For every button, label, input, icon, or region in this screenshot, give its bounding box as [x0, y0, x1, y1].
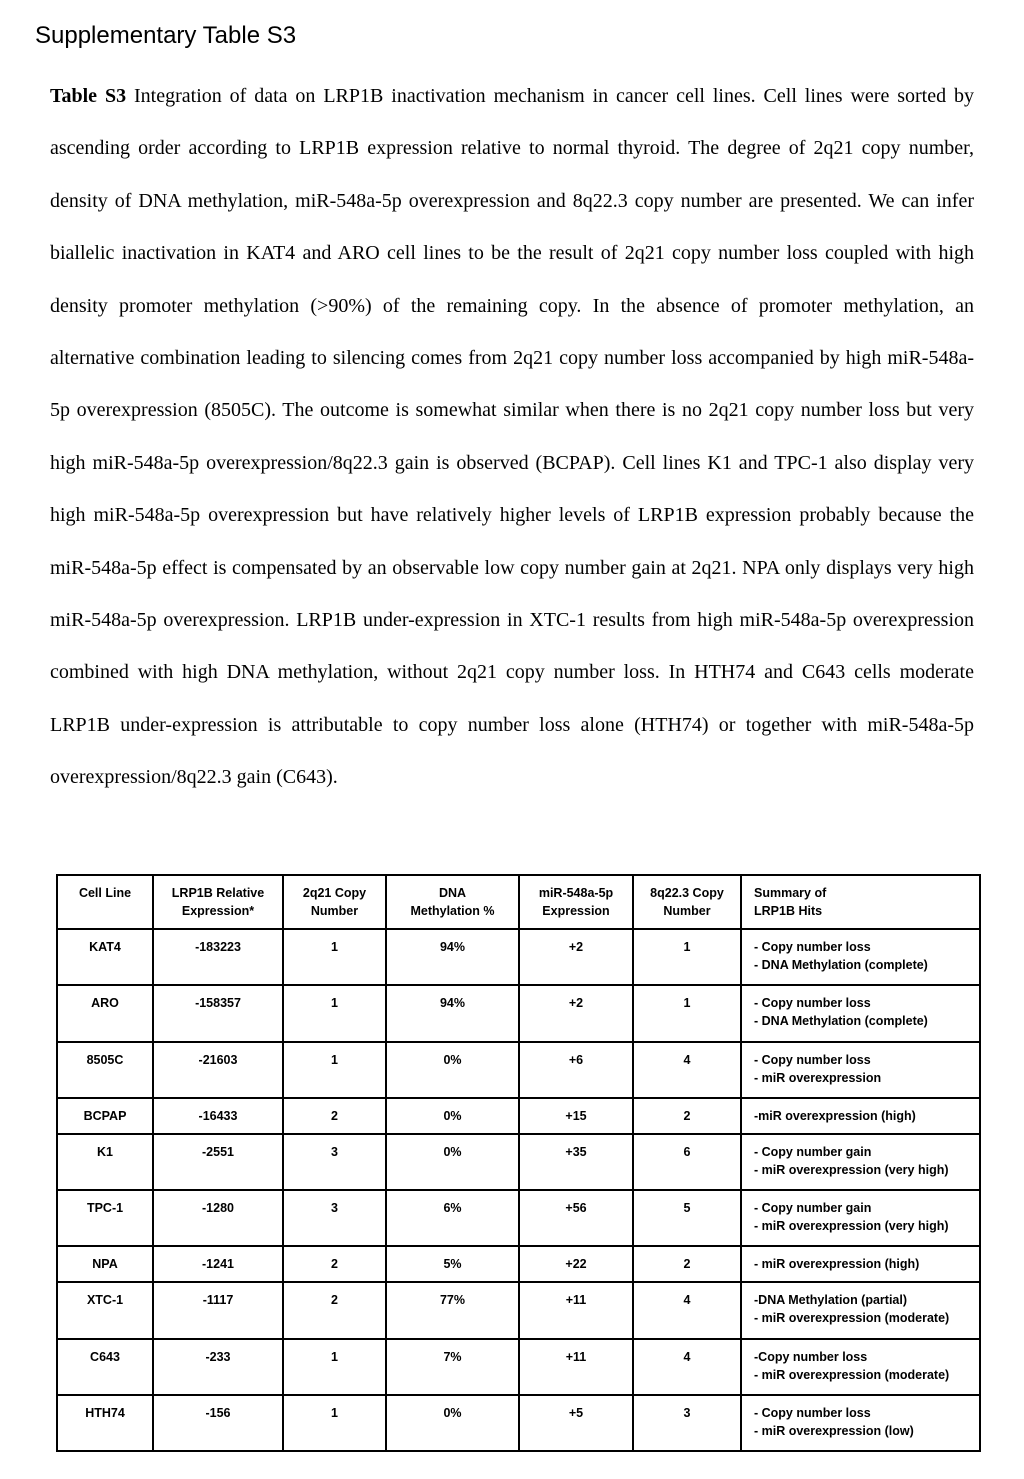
- cell-lrp1b-expression: -183223: [153, 929, 283, 985]
- cell-summary: [741, 1339, 980, 1395]
- summary-line: - miR overexpression (moderate): [754, 1311, 950, 1326]
- header-lrp1b-expression: [153, 875, 283, 929]
- cell-line: C643: [57, 1339, 153, 1395]
- cell-dna-methylation: 0%: [386, 1134, 519, 1190]
- data-table: [56, 874, 981, 1452]
- cell-dna-methylation: 77%: [386, 1282, 519, 1338]
- cell-summary: [741, 985, 980, 1041]
- table-caption: [50, 70, 974, 804]
- cell-dna-methylation: 6%: [386, 1190, 519, 1246]
- cell-line: XTC-1: [57, 1282, 153, 1338]
- cell-2q21-copy-number: 2: [283, 1246, 386, 1282]
- header-line: Summary of: [754, 886, 827, 900]
- summary-line: - miR overexpression: [754, 1070, 882, 1085]
- summary-line: - Copy number gain: [754, 1144, 872, 1159]
- cell-8q22-copy-number: 1: [633, 929, 741, 985]
- cell-lrp1b-expression: -21603: [153, 1042, 283, 1098]
- cell-2q21-copy-number: 3: [283, 1190, 386, 1246]
- cell-line: K1: [57, 1134, 153, 1190]
- cell-mir-expression: +6: [519, 1042, 633, 1098]
- summary-line: - Copy number gain: [754, 1201, 872, 1215]
- cell-dna-methylation: 0%: [386, 1042, 519, 1098]
- cell-summary: [741, 1134, 980, 1190]
- cell-line: HTH74: [57, 1395, 153, 1451]
- summary-line: - miR overexpression (very high): [754, 1162, 949, 1177]
- table-row: [57, 1246, 980, 1282]
- cell-2q21-copy-number: 1: [283, 1339, 386, 1395]
- cell-2q21-copy-number: 1: [283, 1042, 386, 1098]
- cell-mir-expression: +5: [519, 1395, 633, 1451]
- table-row: [57, 929, 980, 985]
- cell-8q22-copy-number: 1: [633, 985, 741, 1041]
- header-line: 2q21 Copy: [302, 886, 367, 900]
- cell-8q22-copy-number: 4: [633, 1282, 741, 1338]
- table-row: [57, 1134, 980, 1190]
- table-body: [57, 929, 980, 1451]
- cell-mir-expression: +35: [519, 1134, 633, 1190]
- header-2q21-copy-number: [283, 875, 386, 929]
- header-line: LRP1B Relative: [171, 886, 265, 900]
- cell-mir-expression: +11: [519, 1282, 633, 1338]
- table-row: [57, 1339, 980, 1395]
- summary-line: - Copy number loss: [754, 1052, 871, 1067]
- table-header-row: [57, 875, 980, 929]
- header-line: miR-548a-5p: [538, 886, 614, 900]
- cell-line: BCPAP: [57, 1098, 153, 1134]
- cell-2q21-copy-number: 1: [283, 1395, 386, 1451]
- cell-lrp1b-expression: -156: [153, 1395, 283, 1451]
- cell-summary: [741, 1042, 980, 1098]
- page-heading: Supplementary Table S3: [35, 22, 297, 49]
- cell-2q21-copy-number: 2: [283, 1282, 386, 1338]
- summary-line: - miR overexpression (low): [754, 1423, 914, 1438]
- cell-dna-methylation: 7%: [386, 1339, 519, 1395]
- cell-lrp1b-expression: -1241: [153, 1246, 283, 1282]
- cell-summary: [741, 1246, 980, 1282]
- summary-line: - miR overexpression (very high): [754, 1219, 949, 1233]
- table-row: [57, 985, 980, 1041]
- header-summary: [741, 875, 980, 929]
- cell-dna-methylation: 5%: [386, 1246, 519, 1282]
- summary-line: - Copy number loss: [754, 996, 871, 1011]
- cell-mir-expression: +56: [519, 1190, 633, 1246]
- header-line: 8q22.3 Copy: [650, 886, 724, 900]
- cell-8q22-copy-number: 6: [633, 1134, 741, 1190]
- cell-summary: [741, 929, 980, 985]
- cell-summary: [741, 1282, 980, 1338]
- cell-lrp1b-expression: -233: [153, 1339, 283, 1395]
- table-row: [57, 1190, 980, 1246]
- header-line: Expression*: [181, 904, 255, 918]
- table-row: [57, 1098, 980, 1134]
- caption-label: Table S3: [50, 85, 127, 107]
- table-row: [57, 1042, 980, 1098]
- header-line: Methylation %: [410, 904, 495, 918]
- cell-dna-methylation: 0%: [386, 1098, 519, 1134]
- cell-2q21-copy-number: 2: [283, 1098, 386, 1134]
- summary-line: - DNA Methylation (complete): [754, 1014, 928, 1029]
- cell-8q22-copy-number: 2: [633, 1098, 741, 1134]
- header-8q22-copy-number: [633, 875, 741, 929]
- header-line: LRP1B Hits: [754, 904, 823, 918]
- summary-line: -miR overexpression (high): [754, 1108, 916, 1123]
- table-row: [57, 1395, 980, 1451]
- cell-8q22-copy-number: 5: [633, 1190, 741, 1246]
- cell-summary: [741, 1098, 980, 1134]
- cell-summary: [741, 1395, 980, 1451]
- cell-lrp1b-expression: -1117: [153, 1282, 283, 1338]
- header-line: DNA: [438, 886, 467, 900]
- summary-line: -Copy number loss: [754, 1349, 868, 1364]
- cell-line: NPA: [57, 1246, 153, 1282]
- summary-line: - Copy number loss: [754, 1405, 871, 1420]
- summary-line: -DNA Methylation (partial): [754, 1293, 908, 1308]
- cell-lrp1b-expression: -16433: [153, 1098, 283, 1134]
- summary-line: - miR overexpression (moderate): [754, 1367, 950, 1382]
- cell-8q22-copy-number: 3: [633, 1395, 741, 1451]
- caption-text: Integration of data on LRP1B inactivation mechanism in cancer cell lines. Cell lines were sorted by ascending order according to LRP1B expression relative to normal thyroid. The degree of 2q21 copy number, density of DNA methylation, miR-548a-5p overexpression and 8q22.3 copy number are presented. We can infer biallelic inactivation in KAT4 and ARO cell lines to be the result of 2q21 copy number loss coupled with high density promoter methylation (>90%) of the remaining copy. In the absence of promoter methylation, an alternative combination leading to silencing comes from 2q21 copy number loss accompanied by high miR-548a-5p overexpression (8505C). The outcome is somewhat similar when there is no 2q21 copy number loss but very high miR-548a-5p overexpression/8q22.3 gain is observed (BCPAP). Cell lines K1 and TPC-1 also display very high miR-548a-5p overexpression but have relatively higher levels of LRP1B expression probably because the miR-548a-5p effect is compensated by an observable low copy number gain at 2q21. NPA only displays very high miR-548a-5p overexpression. LRP1B under-expression in XTC-1 results from high miR-548a-5p overexpression combined with high DNA methylation, without 2q21 copy number loss. In HTH74 and C643 cells moderate LRP1B under-expression is attributable to copy number loss alone (HTH74) or together with miR-548a-5p overexpression/8q22.3 gain (C643).: [50, 85, 975, 789]
- cell-dna-methylation: 94%: [386, 929, 519, 985]
- cell-line: TPC-1: [57, 1190, 153, 1246]
- header-line: Number: [663, 904, 711, 918]
- header-cell-line: [57, 875, 153, 929]
- header-line: Cell Line: [78, 886, 132, 900]
- summary-line: - Copy number loss: [754, 940, 871, 954]
- header-line: Expression: [542, 904, 610, 918]
- cell-2q21-copy-number: 1: [283, 985, 386, 1041]
- cell-line: 8505C: [57, 1042, 153, 1098]
- header-mir-expression: [519, 875, 633, 929]
- cell-dna-methylation: 0%: [386, 1395, 519, 1451]
- cell-summary: [741, 1190, 980, 1246]
- cell-mir-expression: +2: [519, 985, 633, 1041]
- cell-line: ARO: [57, 985, 153, 1041]
- cell-lrp1b-expression: -158357: [153, 985, 283, 1041]
- header-dna-methylation: [386, 875, 519, 929]
- header-line: Number: [310, 904, 359, 918]
- cell-mir-expression: +22: [519, 1246, 633, 1282]
- cell-dna-methylation: 94%: [386, 985, 519, 1041]
- cell-mir-expression: +11: [519, 1339, 633, 1395]
- cell-8q22-copy-number: 4: [633, 1042, 741, 1098]
- cell-8q22-copy-number: 4: [633, 1339, 741, 1395]
- cell-lrp1b-expression: -2551: [153, 1134, 283, 1190]
- cell-line: KAT4: [57, 929, 153, 985]
- cell-8q22-copy-number: 2: [633, 1246, 741, 1282]
- table-row: [57, 1282, 980, 1338]
- cell-mir-expression: +15: [519, 1098, 633, 1134]
- cell-2q21-copy-number: 3: [283, 1134, 386, 1190]
- summary-line: - DNA Methylation (complete): [754, 958, 928, 972]
- summary-line: - miR overexpression (high): [754, 1257, 920, 1272]
- cell-mir-expression: +2: [519, 929, 633, 985]
- cell-lrp1b-expression: -1280: [153, 1190, 283, 1246]
- cell-2q21-copy-number: 1: [283, 929, 386, 985]
